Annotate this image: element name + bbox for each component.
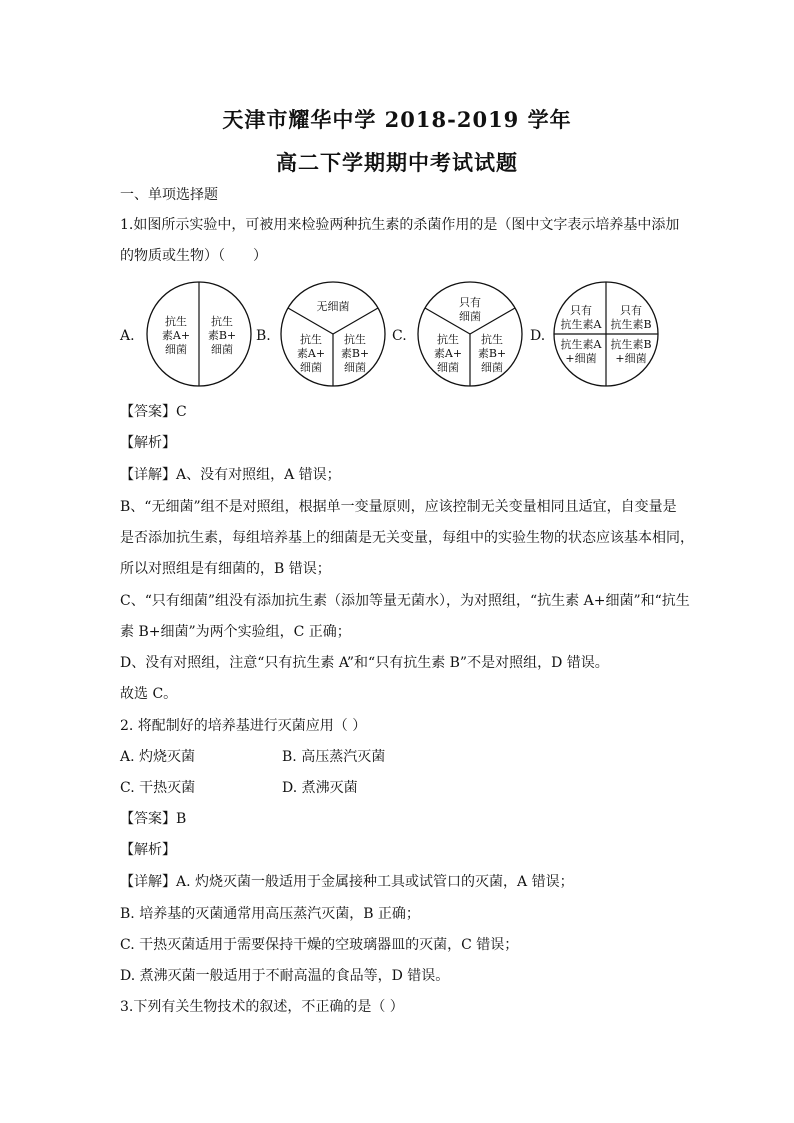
q3-stem: 3.下列有关生物技术的叙述，不正确的是（ ） (120, 999, 404, 1015)
dish-d-text: +细菌 (565, 352, 597, 365)
dish-b-text: 细菌 (300, 361, 322, 374)
q2-answer: 【答案】B (120, 811, 187, 827)
dish-a-text: 素B+ (207, 329, 237, 342)
dish-c-text: 素A+ (433, 347, 463, 360)
q1-option-c-label: C. (392, 328, 407, 344)
dish-d-text: +细菌 (615, 352, 647, 365)
q1-stem-line-1: 1.如图所示实验中，可被用来检验两种抗生素的杀菌作用的是（图中文字表示培养基中添加 (120, 217, 680, 233)
q1-detail-line: 所以对照组是有细菌的，B 错误； (120, 561, 331, 577)
q1-detail-line: C、“只有细菌”组没有添加抗生素（添加等量无菌水），为对照组，“抗生素 A+细菌”和“抗生 (120, 593, 690, 609)
q2-stem: 2. 将配制好的培养基进行灭菌应用（ ） (120, 718, 367, 734)
dish-d-text: 抗生素B (610, 318, 652, 331)
dish-a-text: 细菌 (211, 343, 233, 356)
q1-analysis-heading: 【解析】 (120, 435, 176, 451)
dish-b-text: 细菌 (344, 361, 366, 374)
q1-stem-line-2: 的物质或生物）（ ） (120, 248, 267, 264)
q2-option-d: D. 煮沸灭菌 (282, 780, 358, 796)
dish-b (281, 282, 385, 386)
q1-answer: 【答案】C (120, 404, 187, 420)
dish-b-text: 无细菌 (316, 300, 350, 313)
dish-b-text: 素A+ (296, 347, 326, 360)
dish-b-text: 抗生 (300, 333, 322, 346)
dish-d-text: 抗生素A (560, 338, 602, 351)
dish-a (147, 282, 251, 386)
q1-detail-line: B、“无细菌”组不是对照组，根据单一变量原则，应该控制无关变量相同且适宜，自变量是 (120, 499, 677, 515)
q1-option-b-label: B. (256, 328, 271, 344)
q1-detail-line: 是否添加抗生素，每组培养基上的细菌是无关变量，每组中的实验生物的状态应该基本相同， (120, 530, 694, 546)
q1-option-a-label: A. (120, 328, 135, 344)
dish-b-text: 素B+ (340, 347, 370, 360)
dish-a-text: 抗生 (211, 315, 233, 328)
dish-c-text: 只有 (459, 296, 481, 309)
q1-option-d-label: D. (530, 328, 546, 344)
q2-detail-line: 【详解】A. 灼烧灭菌一般适用于金属接种工具或试管口的灭菌，A 错误； (120, 874, 574, 890)
q2-option-c: C. 干热灭菌 (120, 780, 196, 796)
dish-a-text: 抗生 (165, 315, 187, 328)
q2-detail-line: B. 培养基的灭菌通常用高压蒸汽灭菌，B 正确； (120, 906, 420, 922)
dish-d-text: 抗生素A (560, 318, 602, 331)
dish-d-text: 只有 (570, 304, 592, 317)
q2-analysis-heading: 【解析】 (120, 842, 176, 858)
dish-a-text: 素A+ (161, 329, 191, 342)
q2-detail-line: D. 煮沸灭菌一般适用于不耐高温的食品等，D 错误。 (120, 968, 450, 984)
section-heading: 一、单项选择题 (120, 187, 218, 203)
q2-option-a: A. 灼烧灭菌 (120, 749, 196, 765)
q1-detail-line: 【详解】A、没有对照组，A 错误； (120, 467, 341, 483)
dish-b-text: 抗生 (344, 333, 366, 346)
dish-a-text: 细菌 (165, 343, 187, 356)
dish-d-text: 只有 (620, 304, 642, 317)
dish-d (554, 282, 658, 386)
dish-c-text: 抗生 (437, 333, 459, 346)
dish-c-text: 素B+ (477, 347, 507, 360)
q1-figure (0, 0, 794, 420)
dish-c-text: 细菌 (481, 361, 503, 374)
q1-detail-line: 故选 C。 (120, 686, 178, 702)
title-line-1: 天津市耀华中学 2018-2019 学年 (222, 107, 572, 132)
q1-detail-line: D、没有对照组，注意“只有抗生素 A”和“只有抗生素 B”不是对照组，D 错误。 (120, 655, 609, 671)
dish-c-text: 抗生 (481, 333, 503, 346)
q2-option-b: B. 高压蒸汽灭菌 (282, 749, 386, 765)
q1-detail-line: 素 B+细菌”为两个实验组，C 正确； (120, 624, 351, 640)
dish-c-text: 细菌 (437, 361, 459, 374)
dish-c (418, 282, 522, 386)
dish-c-text: 细菌 (459, 310, 481, 323)
title-line-2: 高二下学期期中考试试题 (276, 150, 518, 175)
q2-detail-line: C. 干热灭菌适用于需要保持干燥的空玻璃器皿的灭菌，C 错误； (120, 937, 519, 953)
dish-d-text: 抗生素B (610, 338, 652, 351)
